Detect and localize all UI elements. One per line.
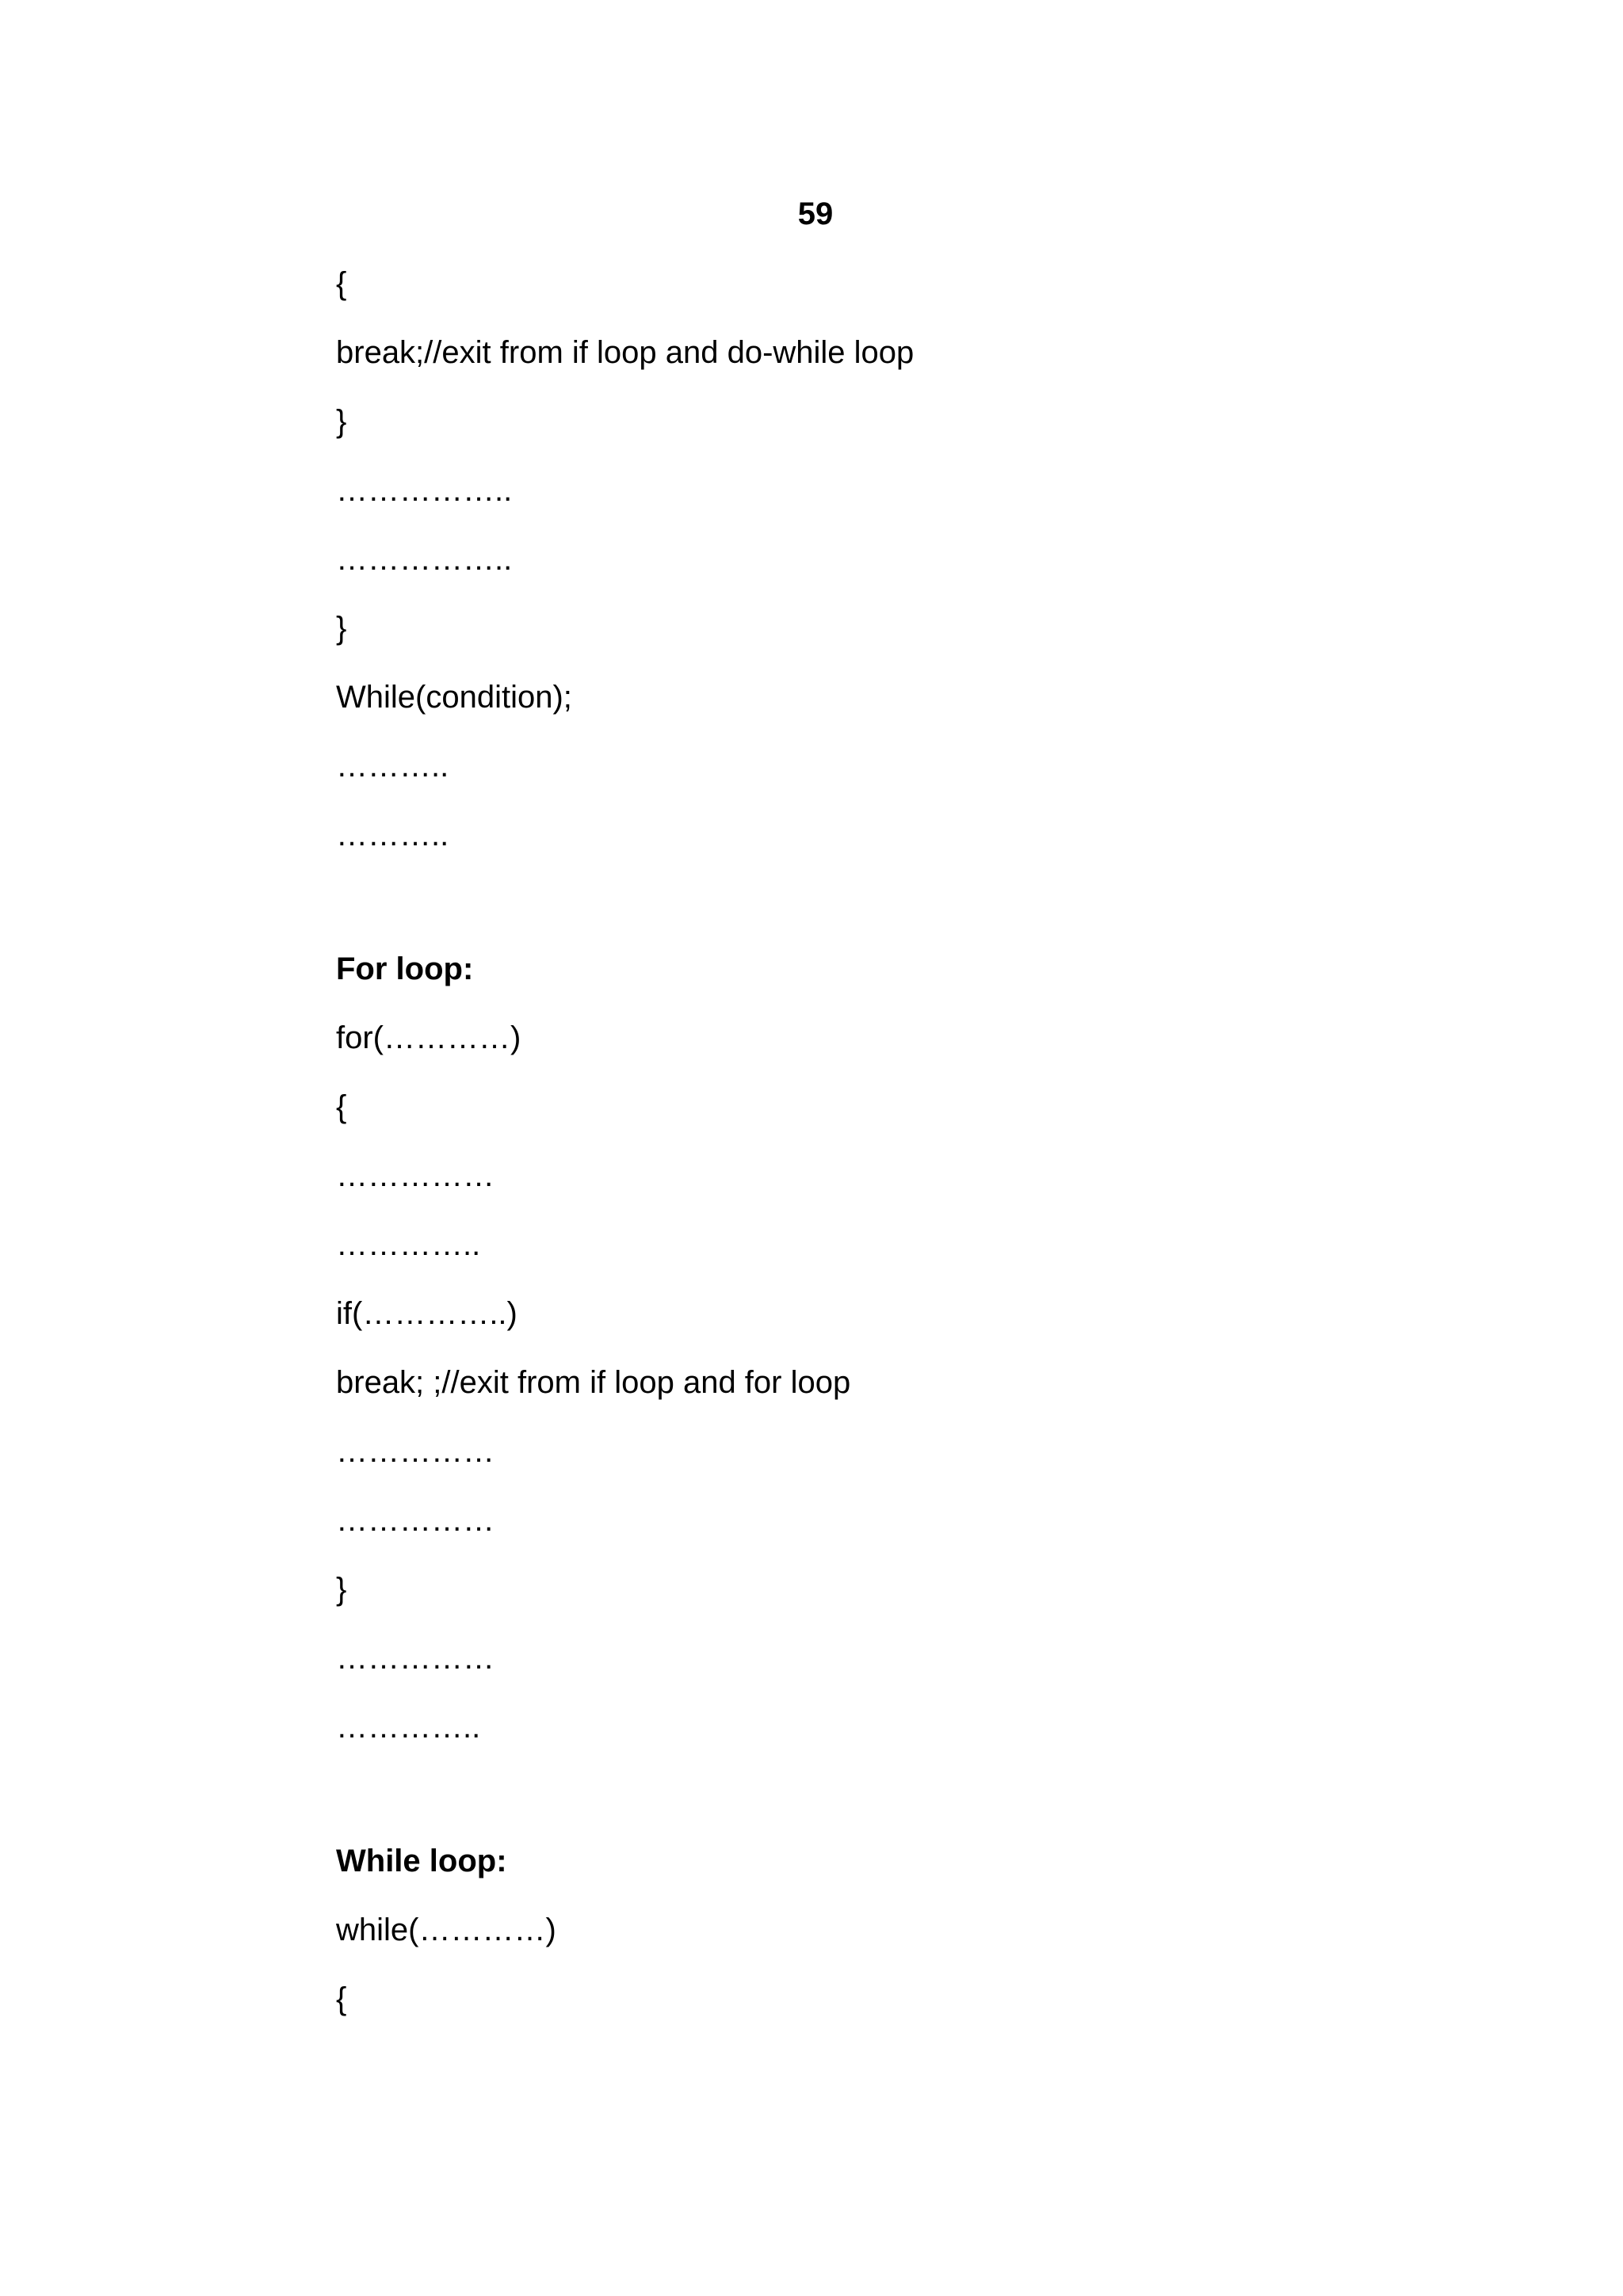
code-line: ………..	[336, 749, 449, 784]
section-gap	[336, 1774, 1445, 1839]
code-line: for(…………)	[336, 1020, 521, 1055]
code-line: ……………	[336, 1503, 495, 1538]
code-line: ……………	[336, 1641, 495, 1676]
code-line: ……………	[336, 1158, 495, 1193]
code-line: ………..	[336, 818, 449, 852]
section-heading: For loop:	[336, 952, 474, 986]
code-line: {	[336, 1981, 347, 2016]
code-line: ……………..	[336, 542, 513, 577]
code-line: ……………	[336, 1434, 495, 1469]
code-line: while(…………)	[336, 1913, 556, 1947]
section-heading: While loop:	[336, 1844, 507, 1878]
section-gap	[336, 882, 1445, 947]
code-line: …………..	[336, 1710, 481, 1745]
code-line: …………..	[336, 1227, 481, 1262]
code-line: }	[336, 404, 347, 439]
code-line: break; ;//exit from if loop and for loop	[336, 1365, 851, 1400]
code-line: ……………..	[336, 473, 513, 508]
code-line: {	[336, 266, 347, 301]
code-line: break;//exit from if loop and do-while loop	[336, 335, 915, 370]
code-line: {	[336, 1089, 347, 1124]
page-body	[336, 261, 1445, 2046]
code-line: }	[336, 1572, 347, 1607]
code-line: While(condition);	[336, 680, 572, 715]
code-line: }	[336, 611, 347, 646]
page-number: 59	[797, 196, 834, 231]
code-line: if(…………..)	[336, 1296, 517, 1331]
